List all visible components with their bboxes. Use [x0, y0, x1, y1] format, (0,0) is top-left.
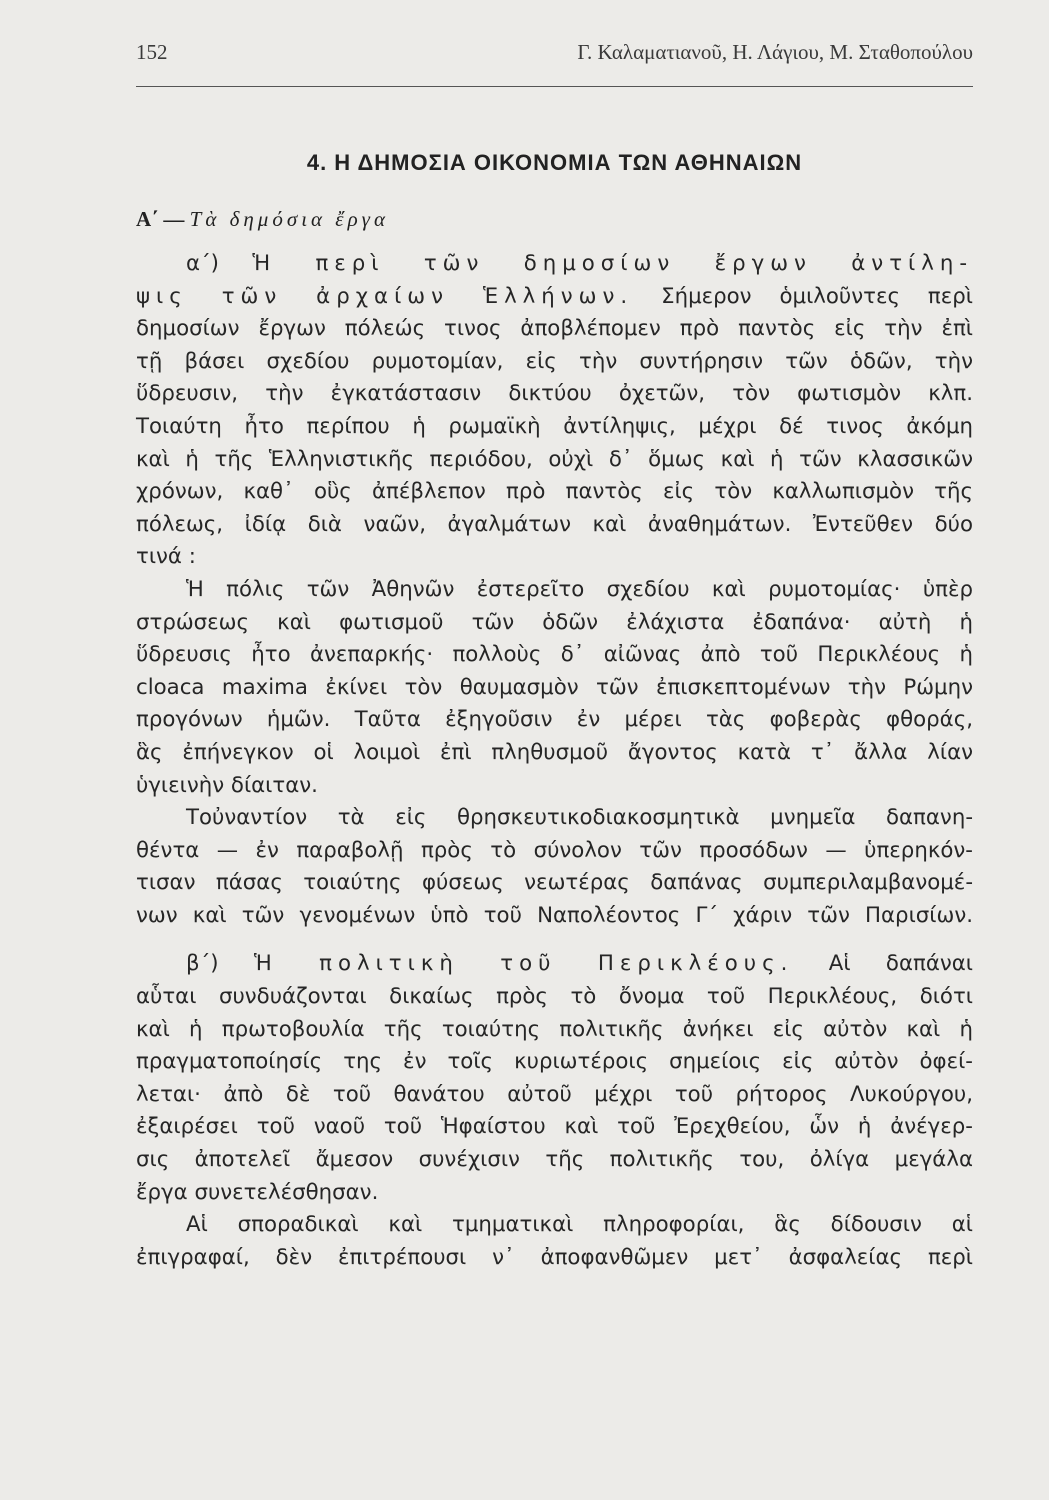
text-line: θέντα — ἐν παραβολῇ πρὸς τὸ σύνολον τῶν προσόδων — ὑπερηκόν- — [136, 837, 973, 863]
paragraph-marker: β΄) — [186, 951, 254, 977]
spaced-heading: Ἡ περὶ τῶν δημοσίων ἔργων ἀντίλη- — [252, 251, 974, 276]
text-line: τισαν πάσας τοιαύτης φύσεως νεωτέρας δαπάνας συμπεριλαμβανομέ- — [136, 870, 973, 896]
text-line: ἃς ἐπήνεγκον οἱ λοιμοὶ ἐπὶ πληθυσμοῦ ἄγοντος κατὰ τ᾽ ἄλλα λίαν — [136, 739, 973, 765]
subsection-heading — [136, 207, 389, 232]
text-line: ὕδρευσις ἦτο ἀνεπαρκής· πολλοὺς δ᾽ αἰῶνας ἀπὸ τοῦ Περικλέους ἡ — [136, 642, 973, 668]
text-line: Ἡ πόλις τῶν Ἀθηνῶν ἐστερεῖτο σχεδίου καὶ ρυμοτομίας· ὑπὲρ — [186, 576, 973, 602]
text-line: τῇ βάσει σχεδίου ρυμοτομίαν, εἰς τὴν συντήρησιν τῶν ὁδῶν, τὴν — [136, 348, 973, 374]
running-head-authors: Γ. Καλαματιανοῦ, Η. Λάγιου, Μ. Σταθοπούλου — [577, 40, 973, 64]
paragraph-marker: α΄) — [186, 251, 253, 276]
text-line: χρόνων, καθ᾽ οὓς ἀπέβλεπον πρὸ παντὸς εἰς τὸν καλλωπισμὸν τῆς — [136, 479, 973, 505]
text-line: σις ἀποτελεῖ ἄμεσον συνέχισιν τῆς πολιτικῆς του, ὀλίγα μεγάλα — [136, 1147, 973, 1173]
spaced-heading: Ἡ πολιτικὴ τοῦ Περικλέους. — [253, 951, 794, 977]
text-line: ὑγιεινὴν δίαιταν. — [136, 772, 318, 798]
text-line: αὗται συνδυάζονται δικαίως πρὸς τὸ ὄνομα τοῦ Περικλέους, διότι — [136, 984, 973, 1010]
text-line: καὶ ἡ πρωτοβουλία τῆς τοιαύτης πολιτικῆς ἀνήκει εἰς αὐτὸν καὶ ἡ — [136, 1016, 973, 1042]
header-rule — [136, 86, 973, 87]
text-line: ἔργα συνετελέσθησαν. — [136, 1179, 379, 1205]
section-title: 4. Η ΔΗΜΟΣΙΑ ΟΙΚΟΝΟΜΙΑ ΤΩΝ ΑΘΗΝΑΙΩΝ — [306, 150, 803, 175]
text-line: καὶ ἡ τῆς Ἑλληνιστικῆς περιόδου, οὐχὶ δ᾽ ὅμως καὶ ἡ τῶν κλασσικῶν — [136, 446, 973, 472]
text-line: προγόνων ἡμῶν. Ταῦτα ἐξηγοῦσιν ἐν μέρει τὰς φοβερὰς φθοράς, — [136, 707, 973, 733]
text-line: β΄) Ἡ πολιτικὴ τοῦ Περικλέους. Αἱ δαπάναι — [186, 951, 973, 977]
text-line: ψις τῶν ἀρχαίων Ἑλλήνων. Σήμερον ὁμιλοῦντες περὶ — [136, 283, 973, 309]
paragraph-gap — [136, 932, 973, 948]
subsection-title: Τὰ δημόσια ἔργα — [189, 207, 389, 231]
text-line: Τοιαύτη ἦτο περίπου ἡ ρωμαϊκὴ ἀντίληψις, μέχρι δέ τινος ἀκόμη — [136, 413, 973, 439]
text-line: πόλεως, ἰδίᾳ διὰ ναῶν, ἀγαλμάτων καὶ ἀναθημάτων. Ἐντεῦθεν δύο — [136, 511, 973, 537]
spaced-heading: ψις τῶν ἀρχαίων Ἑλλήνων. — [136, 283, 634, 309]
text-line — [136, 248, 973, 281]
text-line: ὕδρευσιν, τὴν ἐγκατάστασιν δικτύου ὀχετῶν, τὸν φωτισμὸν κλπ. — [136, 381, 973, 407]
subsection-number: Α΄ — — [136, 207, 185, 231]
text-line: πραγματοποίησίς της ἐν τοῖς κυριωτέροις σημείοις εἰς αὐτὸν ὀφεί- — [136, 1049, 973, 1075]
text-line: Αἱ σποραδικαὶ καὶ τμηματικαὶ πληροφορίαι, ἃς δίδουσιν αἱ — [186, 1212, 973, 1238]
text-line: cloaca maxima ἐκίνει τὸν θαυμασμὸν τῶν ἐπισκεπτομένων τὴν Ρώμην — [136, 674, 973, 700]
text-line: νων καὶ τῶν γενομένων ὑπὸ τοῦ Ναπολέοντος Γ΄ χάριν τῶν Παρισίων. — [136, 902, 973, 928]
text-line: λεται· ἀπὸ δὲ τοῦ θανάτου αὐτοῦ μέχρι τοῦ ρήτορος Λυκούργου, — [136, 1081, 973, 1107]
text-line: Τοὐναντίον τὰ εἰς θρησκευτικοδιακοσμητικὰ μνημεῖα δαπανη- — [186, 805, 973, 831]
text-line: ἐξαιρέσει τοῦ ναοῦ τοῦ Ἡφαίστου καὶ τοῦ Ἐρεχθείου, ὧν ἡ ἀνέγερ- — [136, 1114, 973, 1140]
text-line: ἐπιγραφαί, δὲν ἐπιτρέπουσι ν᾽ ἀποφανθῶμεν μετ᾽ ἀσφαλείας περὶ — [136, 1244, 973, 1270]
body-text — [136, 248, 973, 1274]
text-line: στρώσεως καὶ φωτισμοῦ τῶν ὁδῶν ἐλάχιστα ἐδαπάνα· αὐτὴ ἡ — [136, 609, 973, 635]
page-number: 152 — [136, 40, 168, 64]
text-line: δημοσίων ἔργων πόλεώς τινος ἀποβλέπομεν πρὸ παντὸς εἰς τὴν ἐπὶ — [136, 316, 973, 342]
running-head — [136, 40, 973, 65]
text-line: τινά : — [136, 544, 196, 570]
